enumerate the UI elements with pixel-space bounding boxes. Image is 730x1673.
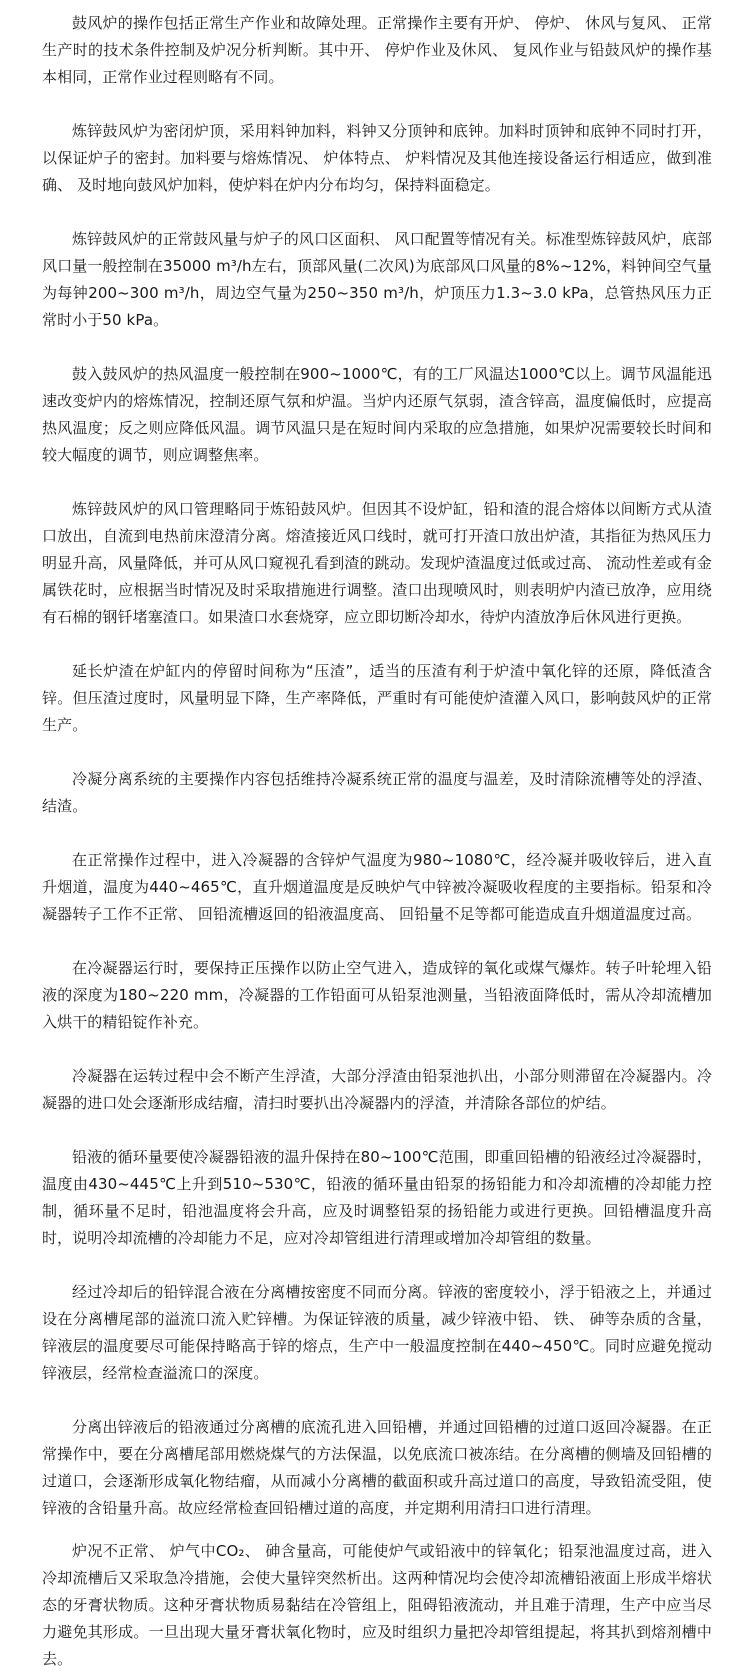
paragraph: 炼锌鼓风炉为密闭炉顶，采用料钟加料，料钟又分顶钟和底钟。加料时顶钟和底钟不同时打开，以保证炉子的密封。加料要与熔炼情况、 炉体特点、 炉料情况及其他连接设备运行相适应，做到准确、 及时地向鼓风炉加料，使炉料在炉内分布均匀，保持料面稳定。 [42,122,712,194]
paragraph: 鼓入鼓风炉的热风温度一般控制在900~1000℃，有的工厂风温达1000℃以上。调节风温能迅速改变炉内的熔炼情况，控制还原气氛和炉温。当炉内还原气氛弱，渣含锌高，温度偏低时，应提高热风温度；反之则应降低风温。调节风温只是在短时间内采取的应急措施，如果炉况需要较长时间和较大幅度的调节，则应调整焦率。 [42,365,712,464]
paragraph: 炉况不正常、 炉气中CO₂、 砷含量高，可能使炉气或铅液中的锌氧化；铅泵池温度过高，进入冷却流槽后又采取急冷措施，会使大量锌突然析出。这两种情况均会使冷却流槽铅液面上形成半熔状态的牙膏状物质。这种牙膏状物质易黏结在冷管组上，阻碍铅液流动，并且难于清理，生产中应当尽力避免其形成。一旦出现大量牙膏状氧化物时，应及时组织力量把冷却管组提起，将其扒到熔剂槽中去。 [42,1542,712,1668]
paragraph: 冷凝器在运转过程中会不断产生浮渣，大部分浮渣由铅泵池扒出，小部分则滞留在冷凝器内。冷凝器的进口处会逐渐形成结瘤，清扫时要扒出冷凝器内的浮渣，并清除各部位的炉结。 [42,1067,712,1112]
paragraph: 延长炉渣在炉缸内的停留时间称为“压渣”，适当的压渣有利于炉渣中氧化锌的还原，降低渣含锌。但压渣过度时，风量明显下降，生产率降低，严重时有可能使炉渣灌入风口，影响鼓风炉的正常生产。 [42,662,712,734]
paragraph: 冷凝分离系统的主要操作内容包括维持冷凝系统正常的温度与温差，及时清除流槽等处的浮渣、 结渣。 [42,770,712,815]
paragraph: 在冷凝器运行时，要保持正压操作以防止空气进入，造成锌的氧化或煤气爆炸。转子叶轮埋入铅液的深度为180~220 mm，冷凝器的工作铅面可从铅泵池测量，当铅液面降低时，需从冷却流槽加入烘干的精铅锭作补充。 [42,959,712,1031]
paragraph: 炼锌鼓风炉的风口管理略同于炼铅鼓风炉。但因其不设炉缸，铅和渣的混合熔体以间断方式从渣口放出，自流到电热前床澄清分离。熔渣接近风口线时，就可打开渣口放出炉渣，其指征为热风压力明显升高，风量降低，并可从风口窥视孔看到渣的跳动。发现炉渣温度过低或过高、 流动性差或有金属铁花时，应根据当时情况及时采取措施进行调整。渣口出现喷风时，则表明炉内渣已放净，应用绕有石棉的钢钎堵塞渣口。如果渣口水套烧穿，应立即切断冷却水，待炉内渣放净后休风进行更换。 [42,500,712,626]
paragraph: 分离出锌液后的铅液通过分离槽的底流孔进入回铅槽，并通过回铅槽的过道口返回冷凝器。在正常操作中，要在分离槽尾部用燃烧煤气的方法保温，以免底流口被冻结。在分离槽的侧墙及回铅槽的过道口，会逐渐形成氧化物结瘤，从而减小分离槽的截面积或升高过道口的高度，导致铅流受阻，使锌液的含铅量升高。故应经常检查回铅槽过道的高度，并定期利用清扫口进行清理。 [42,1418,712,1517]
paragraph: 铅液的循环量要使冷凝器铅液的温升保持在80~100℃范围，即重回铅槽的铅液经过冷凝器时，温度由430~445℃上升到510~530℃，铅液的循环量由铅泵的扬铅能力和冷却流槽的冷却能力控制，循环量不足时，铅池温度将会升高，应及时调整铅泵的扬铅能力或进行更换。回铅槽温度升高时，说明冷却流槽的冷却能力不足，应对冷却管组进行清理或增加冷却管组的数量。 [42,1148,712,1247]
paragraph: 炼锌鼓风炉的正常鼓风量与炉子的风口区面积、 风口配置等情况有关。标准型炼锌鼓风炉，底部风口量一般控制在35000 m³/h左右，顶部风量(二次风)为底部风口风量的8%~12%，料钟间空气量为每钟200~300 m³/h，周边空气量为250~350 m³/h，炉顶压力1.3~3.0 kPa，总管热风压力正常时小于50 kPa。 [42,230,712,329]
paragraph: 在正常操作过程中，进入冷凝器的含锌炉气温度为980~1080℃，经冷凝并吸收锌后，进入直升烟道，温度为440~465℃，直升烟道温度是反映炉气中锌被冷凝吸收程度的主要指标。铅泵和冷凝器转子工作不正常、 回铅流槽返回的铅液温度高、 回铅量不足等都可能造成直升烟道温度过高。 [42,851,712,923]
paragraph: 鼓风炉的操作包括正常生产作业和故障处理。正常操作主要有开炉、 停炉、 休风与复风、 正常生产时的技术条件控制及炉况分析判断。其中开、 停炉作业及休风、 复风作业与铅鼓风炉的操作基本相同，正常作业过程则略有不同。 [42,14,712,86]
paragraph: 经过冷却后的铅锌混合液在分离槽按密度不同而分离。锌液的密度较小，浮于铅液之上，并通过设在分离槽尾部的溢流口流入贮锌槽。为保证锌液的质量，减少锌液中铅、 铁、 砷等杂质的含量，锌液层的温度要尽可能保持略高于锌的熔点，生产中一般温度控制在440~450℃。同时应避免搅动锌液层，经常检查溢流口的深度。 [42,1283,712,1382]
